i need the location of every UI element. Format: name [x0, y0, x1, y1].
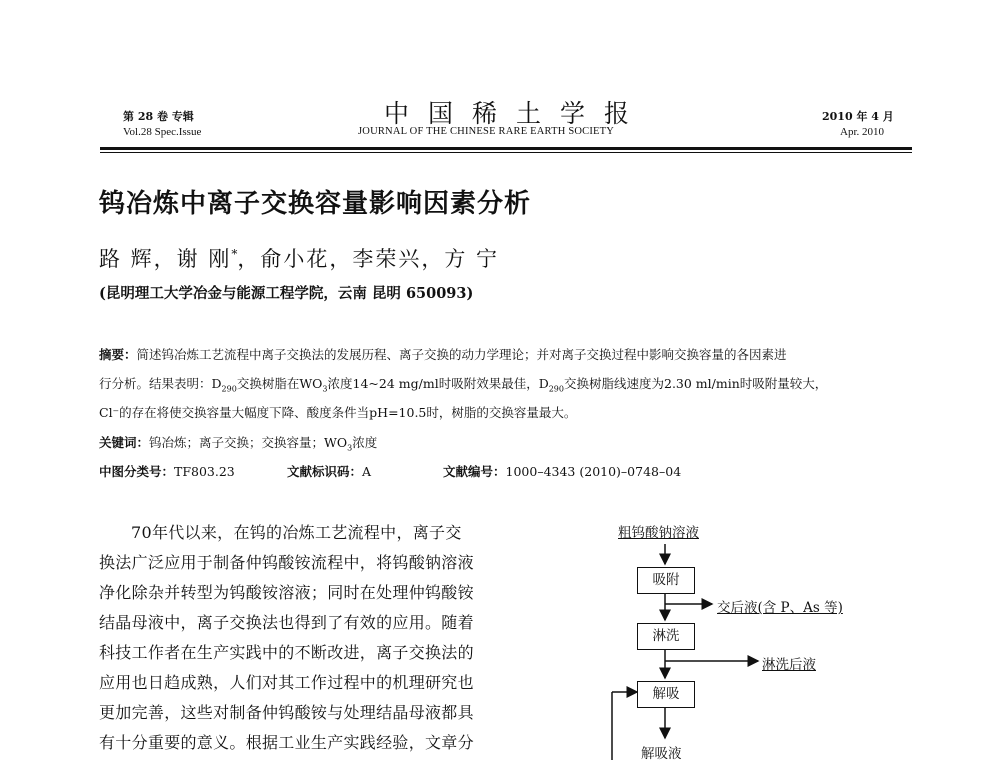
- subscript-290-b: 290: [548, 384, 564, 394]
- journal-name-cn: 中国稀土学报: [384, 99, 649, 128]
- keywords-label: 关键词：: [99, 435, 150, 450]
- article-title: 钨冶炼中离子交换容量影响因素分析: [99, 189, 532, 219]
- flow-step-desorb: 解吸: [637, 681, 695, 708]
- body-line: 结晶母液中，离子交换法也得到了有效的应用。随着: [99, 613, 474, 632]
- body-line: 更加完善，这些对制备仲钨酸铵与处理结晶母液都具: [99, 703, 474, 722]
- authors-prefix: 路 辉，谢 刚: [99, 247, 232, 271]
- issue-date-en: Apr. 2010: [840, 126, 884, 138]
- corresponding-author-mark: *: [231, 247, 238, 261]
- flow-step-adsorb: 吸附: [637, 567, 695, 594]
- clc-value: TF803.23: [174, 464, 235, 479]
- clc-label: 中图分类号：: [99, 464, 175, 479]
- body-line: 70年代以来，在钨的冶炼工艺流程中，离子交: [131, 523, 462, 542]
- affiliation: (昆明理工大学冶金与能源工程学院，云南 昆明 650093): [99, 285, 474, 302]
- article-number-value: 1000–4343 (2010)–0748–04: [505, 464, 682, 479]
- volume-en: Vol.28 Spec.Issue: [123, 126, 202, 138]
- keywords-text-b: 浓度: [352, 435, 378, 450]
- abstract-line-2: [99, 374, 827, 394]
- abstract-text-1: 简述钨冶炼工艺流程中离子交换法的发展历程、离子交换的动力学理论；并对离子交换过程中影响交换容量的各因素进: [136, 347, 787, 362]
- header-rule-thin: [100, 152, 912, 153]
- doc-code-label: 文献标识码：: [287, 464, 363, 479]
- author-list: [99, 243, 499, 273]
- journal-name-en: JOURNAL OF THE CHINESE RARE EARTH SOCIETY: [358, 126, 615, 137]
- body-line: 有十分重要的意义。根据工业生产实践经验，文章分: [99, 733, 474, 752]
- issue-date-cn: 2010 年 4 月: [822, 110, 894, 123]
- doc-code: [287, 462, 371, 480]
- flow-step-wash: 淋洗: [637, 623, 695, 650]
- subscript-290: 290: [221, 384, 237, 394]
- doc-code-value: A: [362, 464, 372, 479]
- keywords: [99, 433, 377, 453]
- flow-output-wash: 淋洗后液: [762, 657, 816, 673]
- abstract-label: 摘要：: [99, 347, 137, 362]
- body-line: 应用也日趋成熟，人们对其工作过程中的机理研究也: [99, 673, 474, 692]
- volume-cn: 第 28 卷 专辑: [123, 110, 194, 123]
- body-line: 科技工作者在生产实践中的不断改进，离子交换法的: [99, 643, 474, 662]
- flow-output-adsorb: 交后液(含 P、As 等): [717, 600, 843, 616]
- authors-suffix: ，俞小花，李荣兴，方 宁: [237, 247, 500, 271]
- body-line: 净化除杂并转型为钨酸铵溶液；同时在处理仲钨酸铵: [99, 583, 474, 602]
- abstract-text-2d: 交换树脂线速度为2.30 ml/min时吸附量较大，: [564, 376, 828, 391]
- flow-input-label: 粗钨酸钠溶液: [618, 525, 699, 541]
- abstract-line-1: [99, 345, 787, 363]
- abstract-text-2a: 行分析。结果表明：D: [99, 376, 222, 391]
- header-rule-thick: [100, 147, 912, 150]
- keywords-text-a: 钨冶炼；离子交换；交换容量；WO: [149, 435, 348, 450]
- flow-arrows: [560, 520, 900, 760]
- keywords-subscript-3: 3: [347, 443, 353, 453]
- subscript-3: 3: [322, 384, 328, 394]
- abstract-line-3: Cl⁻的存在将使交换容量大幅度下降、酸度条件当pH=10.5时，树脂的交换容量最大。: [99, 405, 577, 420]
- abstract-text-2b: 交换树脂在WO: [236, 376, 323, 391]
- classification-line: [99, 462, 235, 480]
- article-number: [443, 462, 681, 480]
- abstract-text-2c: 浓度14~24 mg/ml时吸附效果最佳，D: [327, 376, 549, 391]
- flow-output-desorb: 解吸液: [641, 746, 682, 762]
- body-line: 换法广泛应用于制备仲钨酸铵流程中，将钨酸钠溶液: [99, 553, 474, 572]
- article-number-label: 文献编号：: [443, 464, 506, 479]
